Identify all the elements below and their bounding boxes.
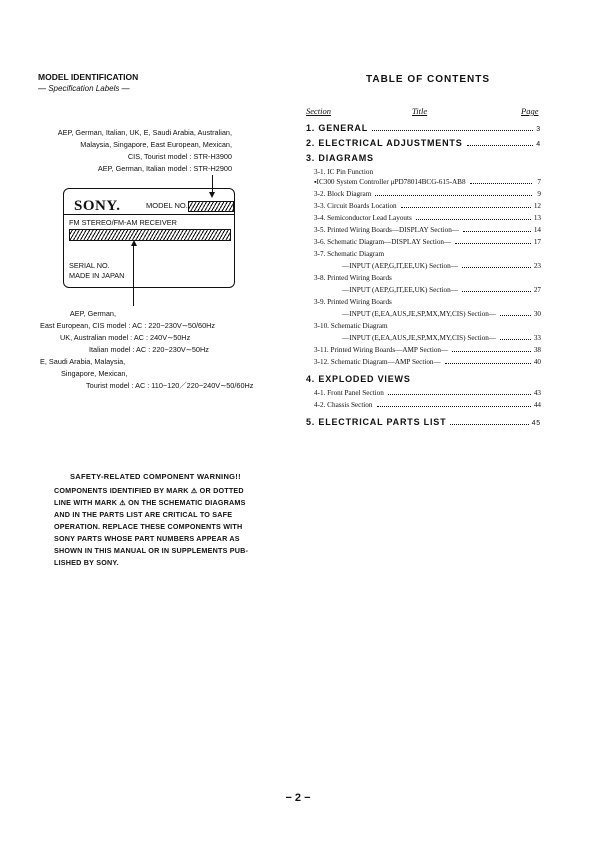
model-no-label: MODEL NO. bbox=[146, 201, 188, 210]
leader-dots bbox=[377, 406, 531, 407]
toc-entry-label: —INPUT (AEP,G,IT,EE,UK) Section— bbox=[342, 262, 458, 270]
toc-entry-electrical-adjustments[interactable] bbox=[306, 138, 541, 148]
toc-entry-label: 4-2. Chassis Section bbox=[314, 401, 373, 409]
leader-dots bbox=[500, 315, 531, 316]
toc-header-page: Page bbox=[521, 106, 539, 116]
model-line: AEP, German, Italian model : STR-H2900 bbox=[97, 164, 232, 173]
toc-entry-label: 5. ELECTRICAL PARTS LIST bbox=[306, 417, 447, 427]
leader-dots bbox=[463, 231, 531, 232]
toc-entry-circuit-boards-location[interactable] bbox=[314, 202, 541, 210]
leader-dots bbox=[500, 339, 531, 340]
toc-entry-page: 27 bbox=[533, 286, 541, 294]
arrow-head-icon bbox=[131, 240, 137, 246]
toc-entry-page: 23 bbox=[533, 262, 541, 270]
model-identification-title: MODEL IDENTIFICATION bbox=[38, 72, 139, 82]
toc-entry-label: 3-5. Printed Wiring Boards—DISPLAY Section— bbox=[314, 226, 459, 234]
toc-entry-label: 3-12. Schematic Diagram—AMP Section— bbox=[314, 358, 441, 366]
arrow-line bbox=[133, 246, 134, 306]
receiver-label: FM STEREO/FM-AM RECEIVER bbox=[69, 218, 177, 227]
toc-entry-page: 13 bbox=[533, 214, 541, 222]
toc-entry-page: 33 bbox=[533, 334, 541, 342]
serial-label: SERIAL NO. bbox=[69, 261, 110, 270]
leader-dots bbox=[416, 219, 531, 220]
leader-dots bbox=[401, 207, 531, 208]
toc-entry-schematic-diagram[interactable]: 3-7. Schematic Diagram bbox=[314, 250, 385, 258]
leader-dots bbox=[388, 394, 531, 395]
toc-entry-page: 9 bbox=[537, 190, 541, 198]
toc-entry-page: 38 bbox=[533, 346, 541, 354]
toc-entry-page: 44 bbox=[533, 401, 541, 409]
toc-entry-front-panel[interactable] bbox=[314, 389, 541, 397]
toc-entry-pwb-input-e[interactable] bbox=[342, 310, 541, 318]
model-line: AEP, German, Italian, UK, E, Saudi Arabia, Australian, bbox=[57, 128, 232, 137]
sony-logo: SONY. bbox=[74, 198, 121, 214]
leader-dots bbox=[452, 351, 531, 352]
toc-entry-page: 45 bbox=[531, 420, 541, 427]
model-line: Malaysia, Singapore, East European, Mexican, bbox=[80, 140, 232, 149]
voltage-line: E, Saudi Arabia, Malaysia, bbox=[40, 357, 126, 366]
toc-entry-label: 1. GENERAL bbox=[306, 123, 369, 133]
voltage-line: AEP, German, bbox=[69, 309, 116, 318]
leader-dots bbox=[372, 130, 533, 131]
toc-entry-electrical-parts-list[interactable] bbox=[306, 417, 541, 427]
toc-entry-label: 3-2. Block Diagram bbox=[314, 190, 372, 198]
voltage-line: UK, Australian model : AC : 240V∼50Hz bbox=[60, 333, 191, 342]
toc-entry-ic300[interactable] bbox=[314, 178, 541, 186]
toc-entry-page: 40 bbox=[533, 358, 541, 366]
toc-title: TABLE OF CONTENTS bbox=[366, 74, 491, 85]
toc-entry-schematic-input-aep[interactable] bbox=[342, 262, 541, 270]
toc-entry-page: 14 bbox=[533, 226, 541, 234]
specification-label bbox=[63, 188, 235, 288]
rating-hatch bbox=[69, 229, 231, 241]
toc-entry-label: 3-11. Printed Wiring Boards—AMP Section— bbox=[314, 346, 449, 354]
model-identification-subtitle: — Specification Labels — bbox=[38, 84, 130, 93]
toc-entry-diagrams[interactable] bbox=[306, 153, 374, 163]
leader-dots bbox=[467, 145, 534, 146]
toc-entry-label: 4. EXPLODED VIEWS bbox=[306, 374, 411, 384]
toc-entry-label: —INPUT (AEP,G,IT,EE,UK) Section— bbox=[342, 286, 458, 294]
safety-warning-line: COMPONENTS IDENTIFIED BY MARK ⚠ OR DOTTED bbox=[54, 486, 244, 495]
leader-dots bbox=[462, 291, 531, 292]
safety-warning-title: SAFETY-RELATED COMPONENT WARNING!! bbox=[70, 472, 241, 481]
leader-dots bbox=[445, 363, 531, 364]
label-divider bbox=[64, 214, 234, 215]
toc-entry-page: 12 bbox=[533, 202, 541, 210]
toc-entry-page: 3 bbox=[536, 126, 541, 133]
model-no-hatch bbox=[188, 201, 234, 212]
toc-entry-page: 4 bbox=[536, 141, 541, 148]
safety-warning-line: AND IN THE PARTS LIST ARE CRITICAL TO SAFE bbox=[54, 510, 233, 519]
toc-entry-pwb-display[interactable] bbox=[314, 226, 541, 234]
toc-header-section: Section bbox=[306, 106, 332, 116]
safety-warning-line: LISHED BY SONY. bbox=[54, 558, 119, 567]
leader-dots bbox=[450, 424, 528, 425]
made-in-label: MADE IN JAPAN bbox=[69, 271, 125, 280]
toc-entry-page: 43 bbox=[533, 389, 541, 397]
leader-dots bbox=[470, 183, 532, 184]
leader-dots bbox=[375, 195, 532, 196]
toc-entry-label: ▪IC300 System Controller μPD78014BCG-615-AB8 bbox=[314, 178, 466, 186]
toc-entry-schematic-input-e[interactable] bbox=[342, 334, 541, 342]
toc-entry-label: 3-4. Semiconductor Lead Layouts bbox=[314, 214, 412, 222]
toc-entry-ic-pin-function[interactable]: 3-1. IC Pin Function bbox=[314, 168, 374, 176]
toc-entry-page: 7 bbox=[537, 178, 541, 186]
leader-dots bbox=[455, 243, 531, 244]
voltage-line: Singapore, Mexican, bbox=[61, 369, 128, 378]
safety-warning-line: LINE WITH MARK ⚠ ON THE SCHEMATIC DIAGRAMS bbox=[54, 498, 246, 507]
toc-entry-label: —INPUT (E,EA,AUS,JE,SP,MX,MY,CIS) Section— bbox=[342, 334, 497, 342]
toc-entry-label: —INPUT (E,EA,AUS,JE,SP,MX,MY,CIS) Section— bbox=[342, 310, 497, 318]
toc-entry-printed-wiring-boards[interactable]: 3-8. Printed Wiring Boards bbox=[314, 274, 392, 282]
model-line: CIS, Tourist model : STR-H3900 bbox=[127, 152, 232, 161]
voltage-line: Italian model : AC : 220−230V∼50Hz bbox=[89, 345, 209, 354]
toc-header-title: Title bbox=[412, 106, 428, 116]
safety-warning-line: SONY PARTS WHOSE PART NUMBERS APPEAR AS bbox=[54, 534, 240, 543]
toc-entry-page: 30 bbox=[533, 310, 541, 318]
toc-entry-schematic-display[interactable] bbox=[314, 238, 541, 246]
toc-entry-pwb-amp[interactable] bbox=[314, 346, 541, 354]
page-number: − 2 − bbox=[285, 792, 311, 804]
toc-entry-exploded-views[interactable] bbox=[306, 374, 411, 384]
toc-entry-label: 2. ELECTRICAL ADJUSTMENTS bbox=[306, 138, 463, 148]
voltage-line: East European, CIS model : AC : 220−230V∼50/60Hz bbox=[40, 321, 216, 330]
toc-entry-printed-wiring-boards[interactable]: 3-9. Printed Wiring Boards bbox=[314, 298, 392, 306]
voltage-line: Tourist model : AC : 110−120／220−240V∼50/60Hz bbox=[86, 381, 254, 390]
toc-entry-label: 3-6. Schematic Diagram—DISPLAY Section— bbox=[314, 238, 452, 246]
safety-warning-line: OPERATION. REPLACE THESE COMPONENTS WITH bbox=[54, 522, 243, 531]
toc-entry-chassis[interactable] bbox=[314, 401, 541, 409]
toc-entry-semiconductor-lead-layouts[interactable] bbox=[314, 214, 541, 222]
leader-dots bbox=[462, 267, 531, 268]
toc-entry-label: 4-1. Front Panel Section bbox=[314, 389, 384, 397]
toc-entry-general[interactable] bbox=[306, 123, 541, 133]
toc-entry-schematic-diagram[interactable]: 3-10. Schematic Diagram bbox=[314, 322, 388, 330]
safety-warning-line: SHOWN IN THIS MANUAL OR IN SUPPLEMENTS PUB- bbox=[54, 546, 249, 555]
toc-entry-schematic-amp[interactable] bbox=[314, 358, 541, 366]
toc-entry-pwb-input-aep[interactable] bbox=[342, 286, 541, 294]
toc-entry-label: 3-3. Circuit Boards Location bbox=[314, 202, 397, 210]
toc-entry-block-diagram[interactable] bbox=[314, 190, 541, 198]
toc-entry-page: 17 bbox=[533, 238, 541, 246]
toc-entry-label: 3. DIAGRAMS bbox=[306, 153, 374, 163]
